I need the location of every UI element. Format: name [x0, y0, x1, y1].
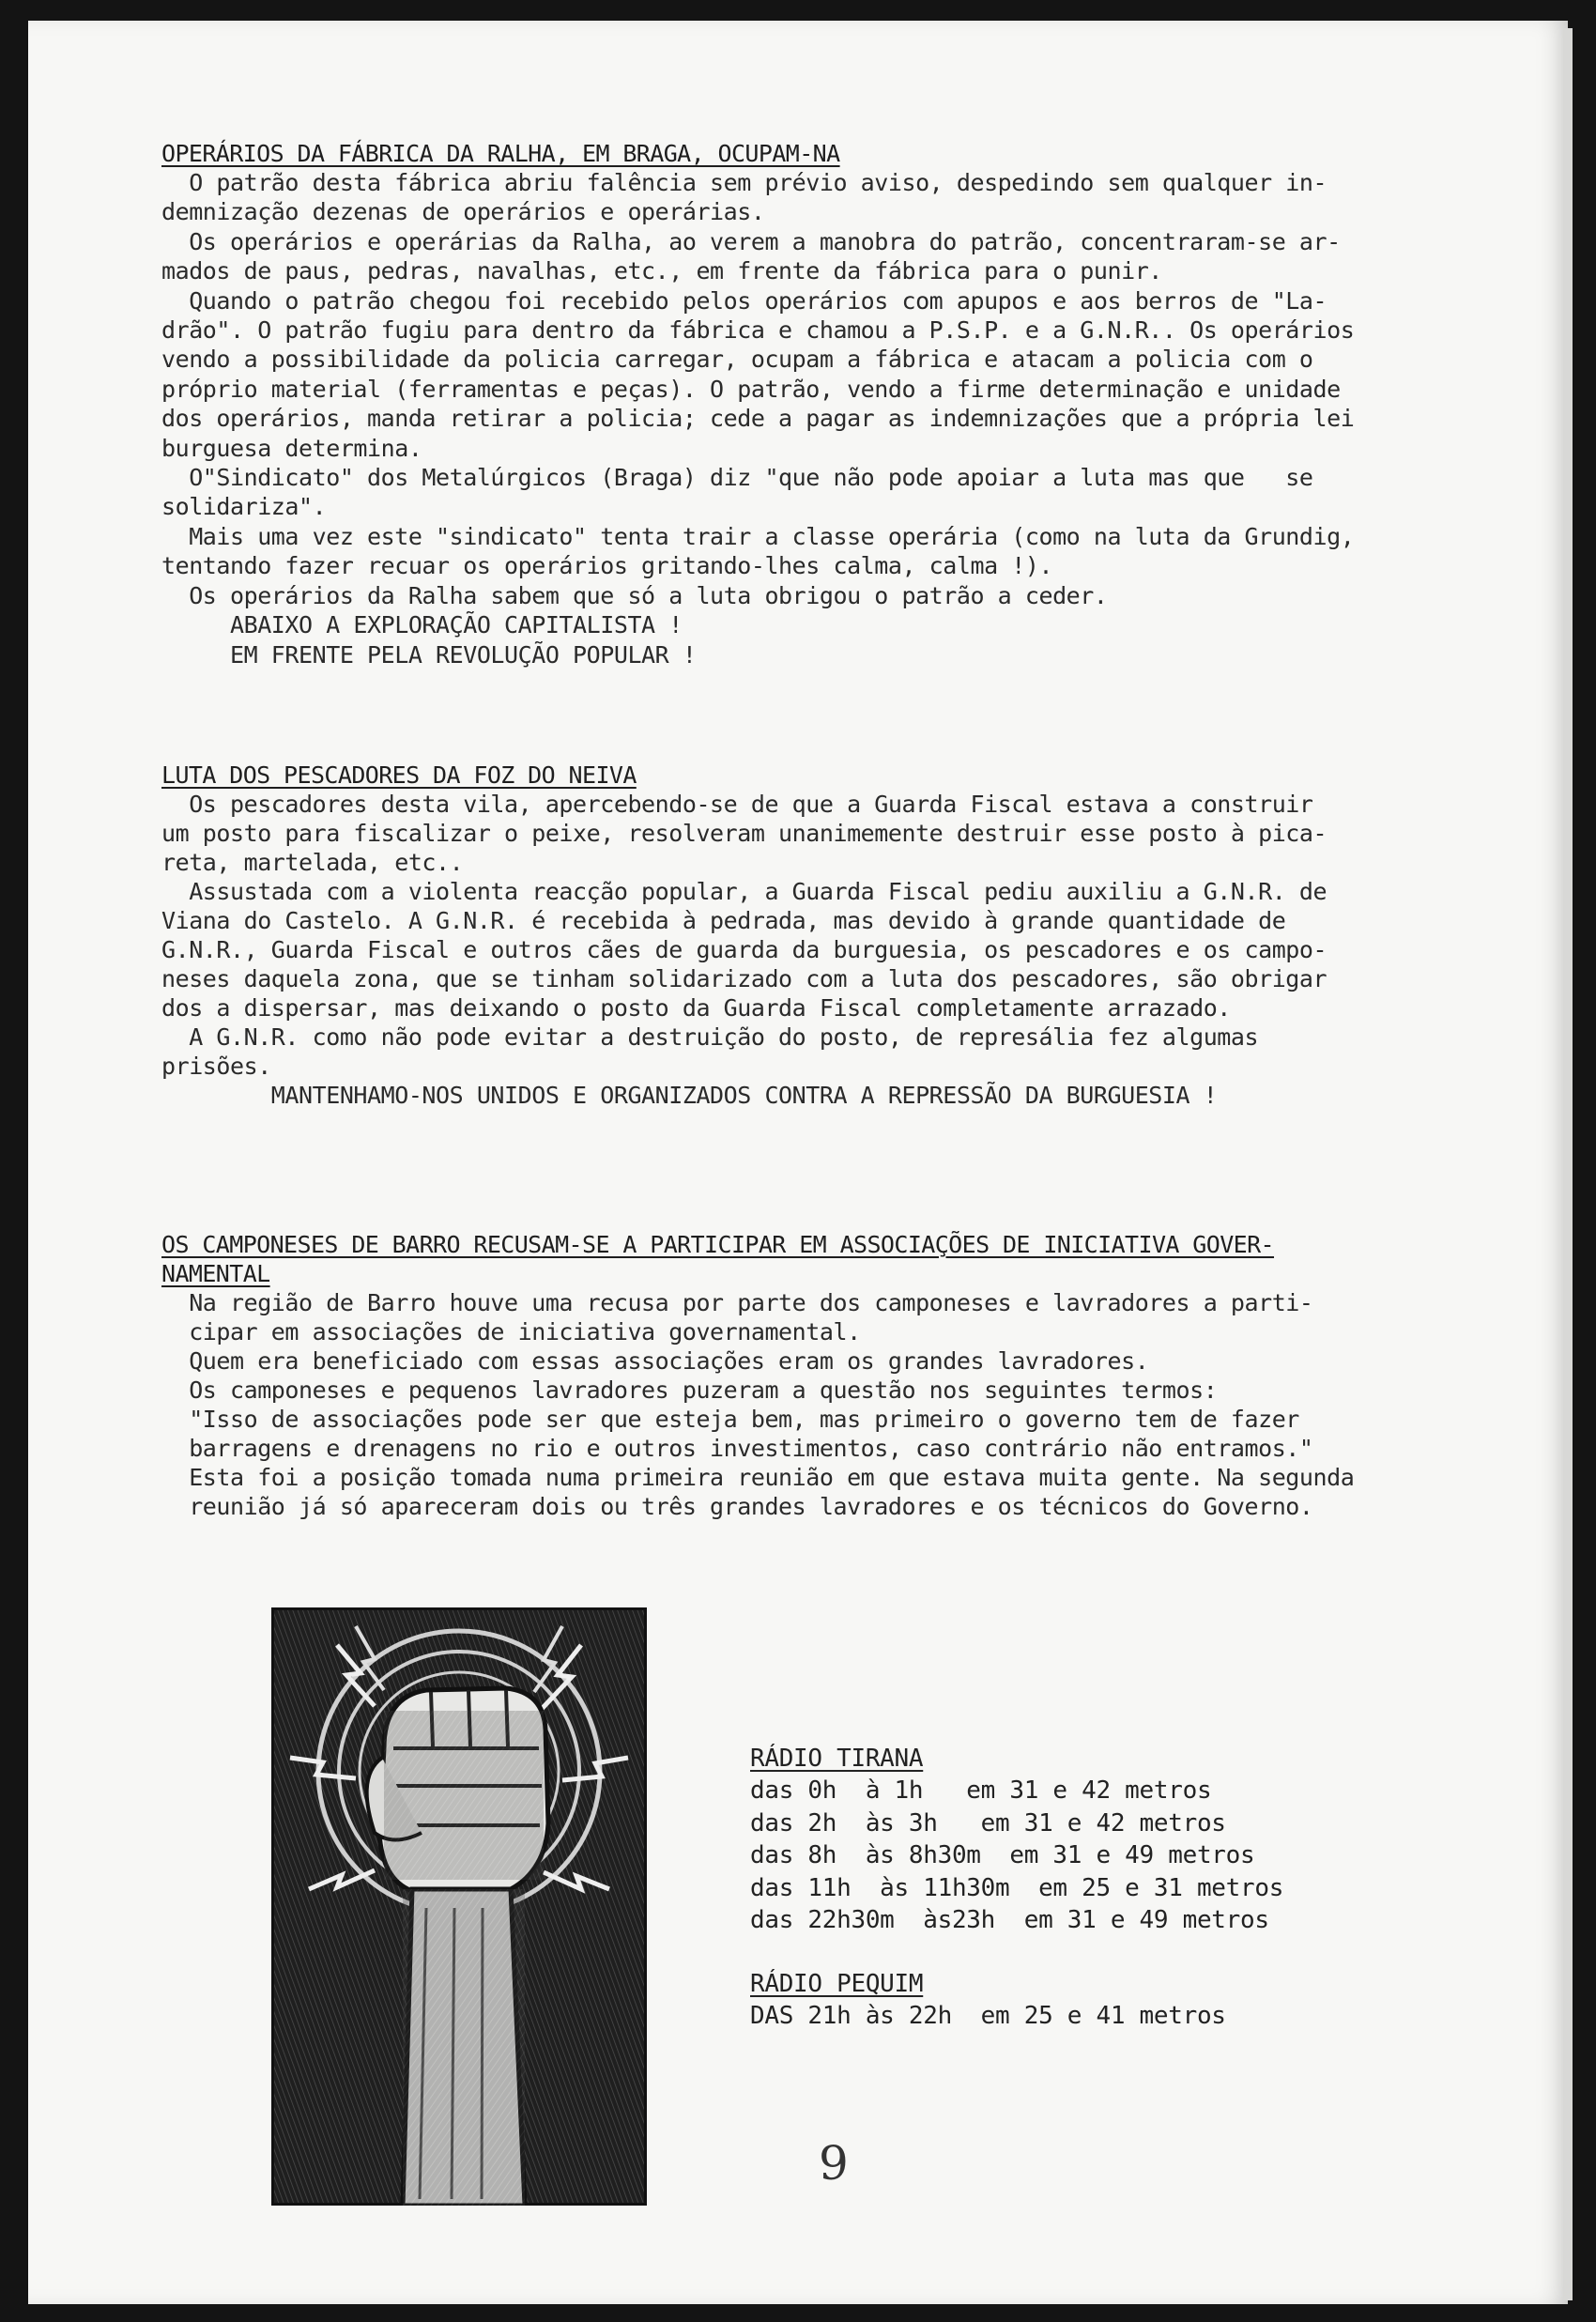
article-barro-heading: OS CAMPONESES DE BARRO RECUSAM-SE A PARTICIPAR EM ASSOCIAÇÕES DE INICIATIVA GOVER- [161, 1231, 1275, 1258]
text-line: reunião já só apareceram dois ou três grandes lavradores e os técnicos do Governo. [161, 1493, 1313, 1520]
article-ralha-body [161, 168, 1523, 669]
radio-tirana-schedule [750, 1743, 1283, 1937]
text-line: próprio material (ferramentas e peças). O patrão, vendo a firme determinação e unidade [161, 375, 1341, 403]
text-line: Esta foi a posição tomada numa primeira reunião em que estava muita gente. Na segunda [161, 1464, 1355, 1491]
text-line: dos operários, manda retirar a policia; cede a pagar as indemnizações que a própria lei [161, 405, 1355, 433]
text-line: um posto para fiscalizar o peixe, resolveram unanimemente destruir esse posto à pica- [161, 820, 1327, 847]
text-line: Os operários e operárias da Ralha, ao verem a manobra do patrão, concentraram-se ar- [161, 227, 1341, 255]
schedule-row: das 22h30m às23h em 31 e 49 metros [750, 1906, 1269, 1934]
text-line: O patrão desta fábrica abriu falência sem prévio aviso, despedindo sem qualquer in- [161, 169, 1327, 196]
text-line: Os operários da Ralha sabem que só a luta obrigou o patrão a ceder. [161, 581, 1108, 609]
article-neiva-heading: LUTA DOS PESCADORES DA FOZ DO NEIVA [161, 761, 637, 789]
text-line: G.N.R., Guarda Fiscal e outros cães de guarda da burguesia, os pescadores e os campo- [161, 936, 1327, 963]
text-line: barragens e drenagens no rio e outros investimentos, caso contrário não entramos." [161, 1435, 1313, 1462]
text-line: drão". O patrão fugiu para dentro da fábrica e chamou a P.S.P. e a G.N.R.. Os operários [161, 316, 1355, 345]
slogan-line: ABAIXO A EXPLORAÇÃO CAPITALISTA ! [161, 611, 683, 639]
text-line: demnização dezenas de operários e operárias. [161, 198, 765, 226]
schedule-row: das 8h às 8h30m em 31 e 49 metros [750, 1841, 1255, 1869]
text-line: Assustada com a violenta reacção popular, a Guarda Fiscal pediu auxiliu a G.N.R. de [161, 878, 1327, 905]
article-barro [161, 1230, 1523, 1521]
page-number: 9 [819, 2136, 849, 2191]
article-neiva [161, 761, 1523, 1110]
text-line: burguesa determina. [161, 434, 422, 462]
text-line: Os camponeses e pequenos lavradores puzeram a questão nos seguintes termos: [161, 1376, 1218, 1404]
article-ralha-heading: OPERÁRIOS DA FÁBRICA DA RALHA, EM BRAGA, OCUPAM-NA [161, 140, 840, 167]
text-line: Quem era beneficiado com essas associações eram os grandes lavradores. [161, 1347, 1149, 1375]
text-line: "Isso de associações pode ser que esteja bem, mas primeiro o governo tem de fazer [161, 1406, 1299, 1433]
text-line: Quando o patrão chegou foi recebido pelos operários com apupos e aos berros de "La- [161, 286, 1327, 315]
text-line: dos a dispersar, mas deixando o posto da Guarda Fiscal completamente arrazado. [161, 994, 1231, 1022]
text-line: Na região de Barro houve uma recusa por parte dos camponeses e lavradores a parti- [161, 1289, 1313, 1316]
radio-pequim-title: RÁDIO PEQUIM [750, 1970, 924, 1998]
text-line: Viana do Castelo. A G.N.R. é recebida à pedrada, mas devido à grande quantidade de [161, 907, 1286, 934]
article-barro-heading-cont: NAMENTAL [161, 1260, 270, 1287]
radio-tirana-title: RÁDIO TIRANA [750, 1745, 924, 1773]
article-ralha [161, 139, 1523, 669]
text-line: Os pescadores desta vila, apercebendo-se de que a Guarda Fiscal estava a construir [161, 791, 1313, 818]
raised-fist-illustration [271, 1607, 647, 2206]
text-line: Mais uma vez este "sindicato" tenta trair a classe operária (como na luta da Grundig, [161, 522, 1355, 550]
text-line: mados de paus, pedras, navalhas, etc., em frente da fábrica para o punir. [161, 257, 1162, 285]
article-barro-body [161, 1288, 1523, 1521]
text-line: solidariza". [161, 493, 327, 521]
schedule-row: DAS 21h às 22h em 25 e 41 metros [750, 2002, 1226, 2030]
slogan-line: EM FRENTE PELA REVOLUÇÃO POPULAR ! [161, 640, 697, 669]
schedule-row: das 0h à 1h em 31 e 42 metros [750, 1776, 1212, 1805]
text-line: reta, martelada, etc.. [161, 849, 464, 876]
article-neiva-body [161, 790, 1523, 1110]
text-line: tentando fazer recuar os operários gritando-lhes calma, calma !). [161, 552, 1053, 580]
radio-pequim-schedule [750, 1968, 1226, 2033]
text-line: A G.N.R. como não pode evitar a destruição do posto, de represália fez algumas [161, 1023, 1259, 1051]
slogan-line: MANTENHAMO-NOS UNIDOS E ORGANIZADOS CONTRA A REPRESSÃO DA BURGUESIA ! [161, 1082, 1218, 1109]
schedule-row: das 2h às 3h em 31 e 42 metros [750, 1808, 1226, 1838]
schedule-row: das 11h às 11h30m em 25 e 31 metros [750, 1873, 1284, 1902]
text-line: O"Sindicato" dos Metalúrgicos (Braga) diz "que não pode apoiar a luta mas que se [161, 464, 1313, 492]
text-line: prisões. [161, 1053, 271, 1080]
text-line: neses daquela zona, que se tinham solidarizado com a luta dos pescadores, são obrigar [161, 965, 1327, 992]
text-line: cipar em associações de iniciativa governamental. [161, 1318, 861, 1346]
raised-fist-icon [271, 1607, 647, 2206]
text-line: vendo a possibilidade da policia carregar, ocupam a fábrica e atacam a policia com o [161, 346, 1313, 374]
page-edge [1563, 28, 1573, 2300]
